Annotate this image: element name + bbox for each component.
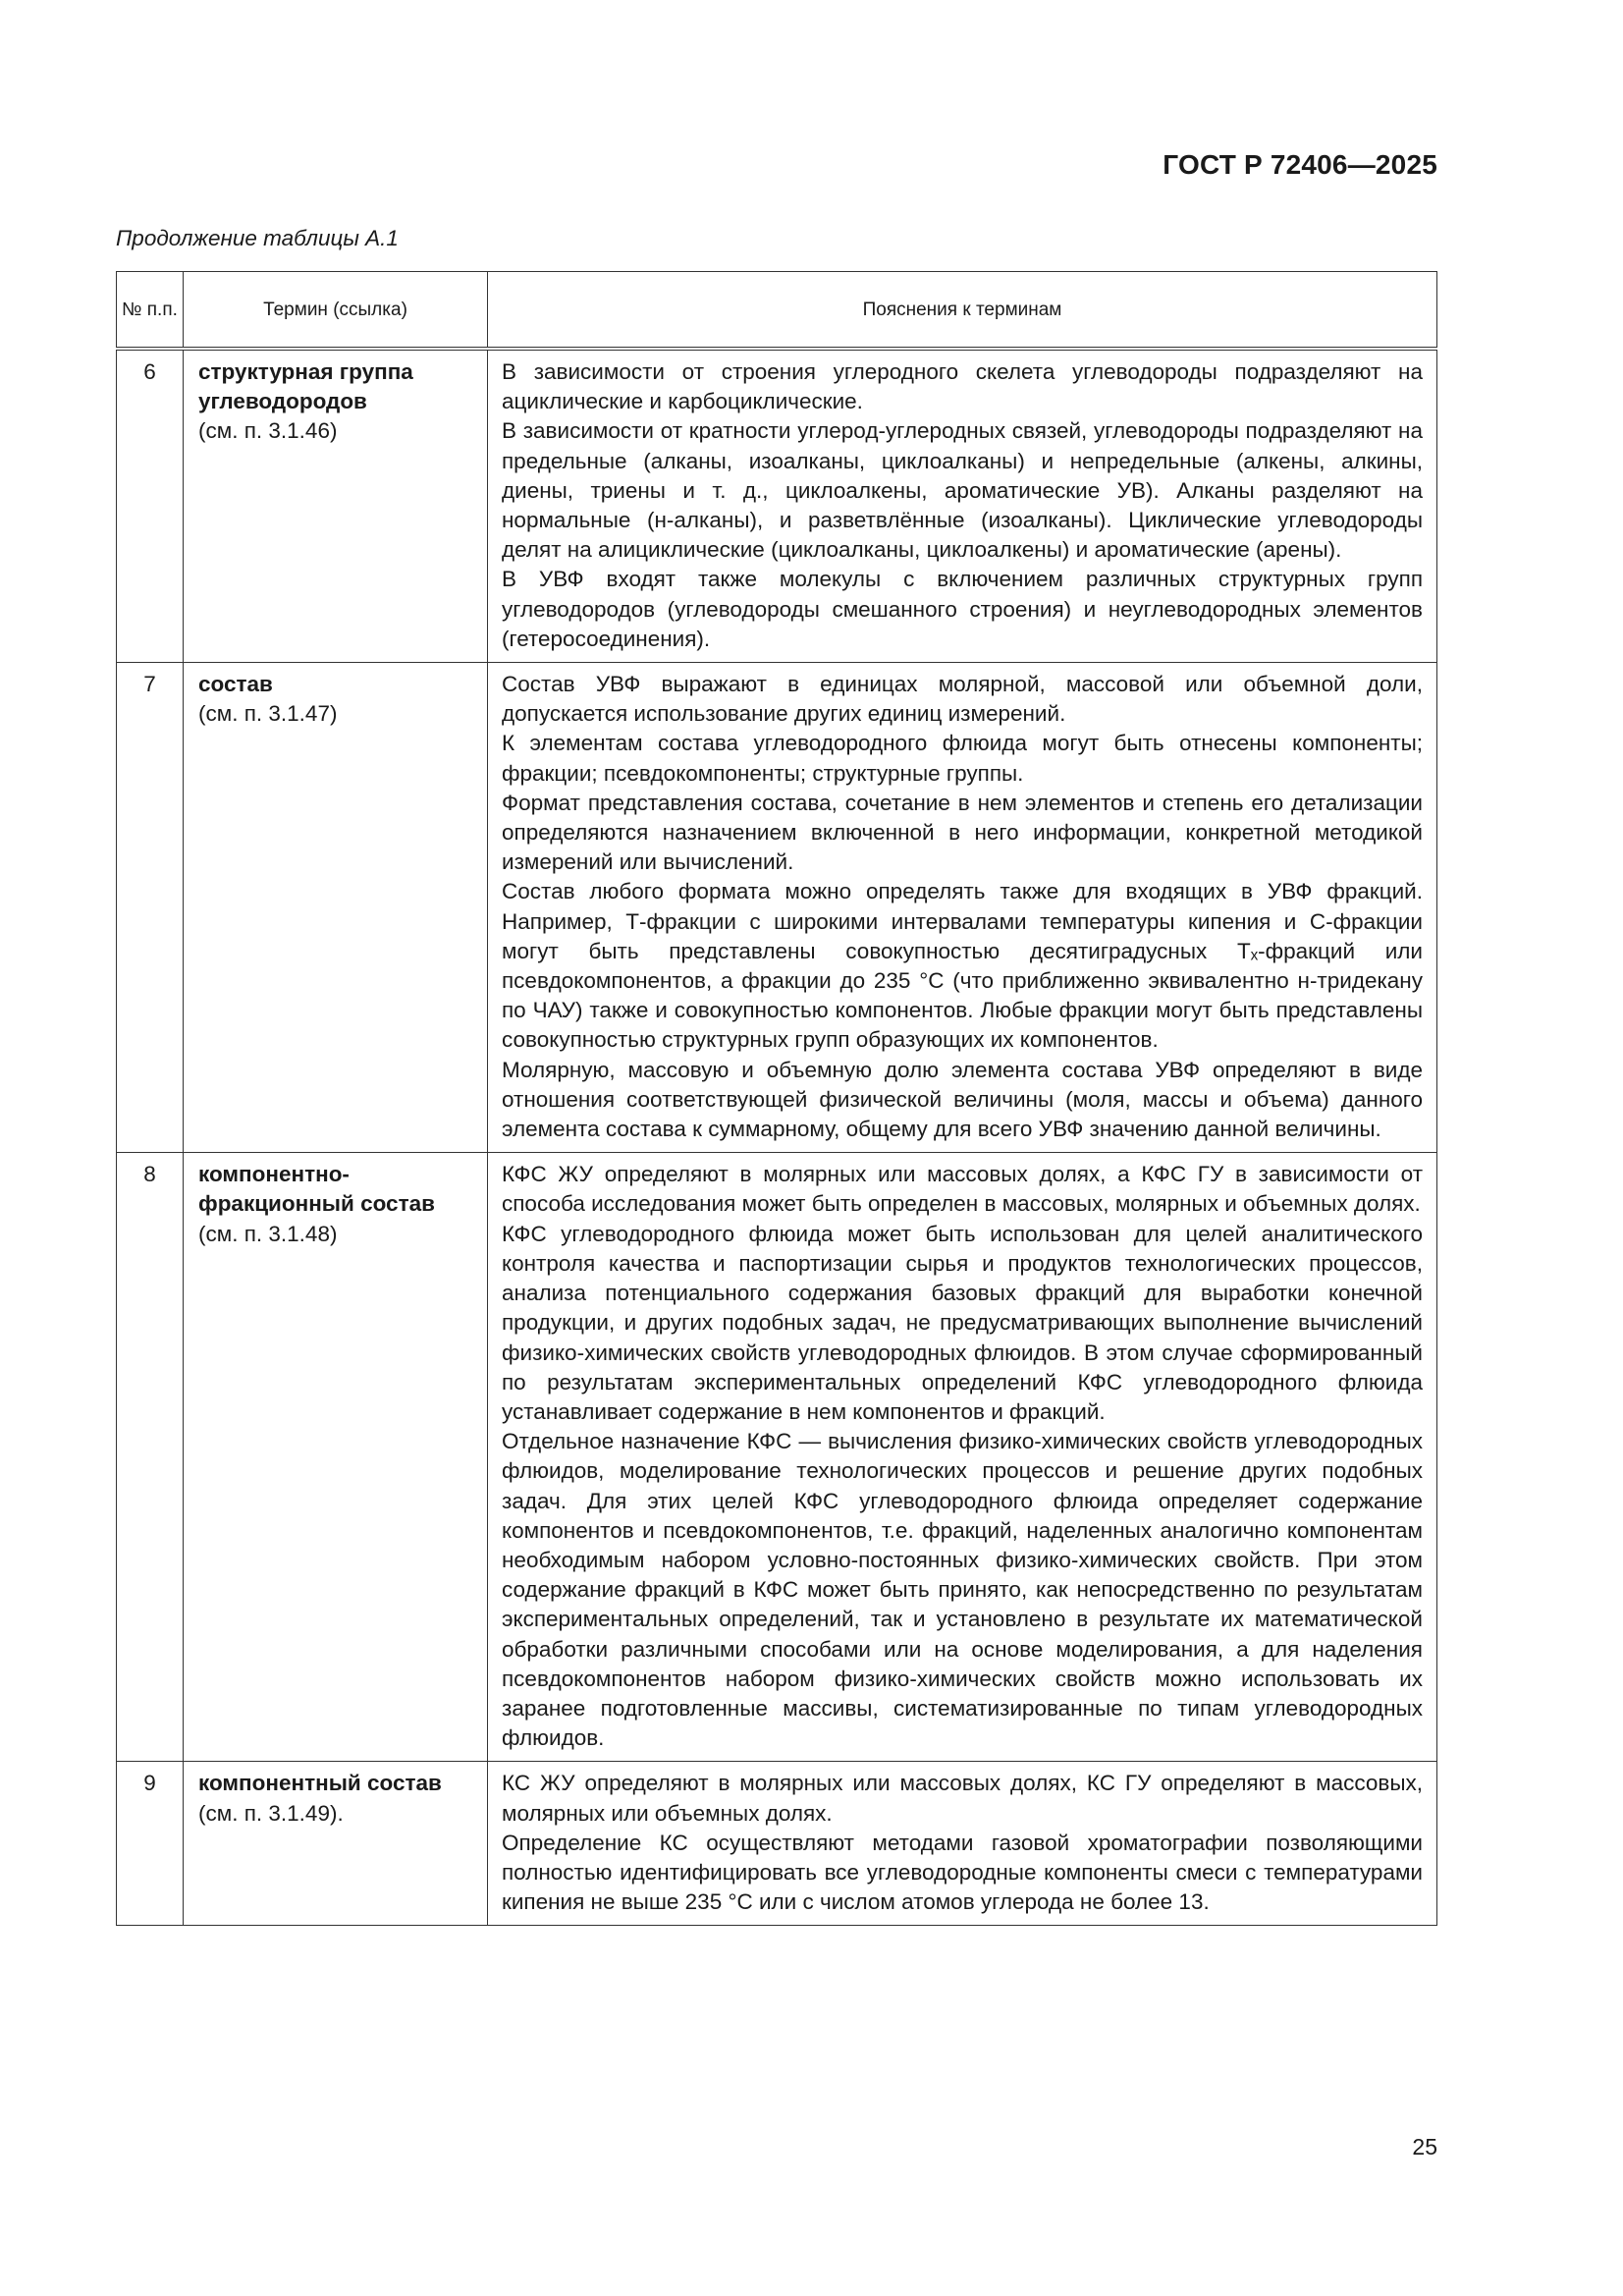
explanation-paragraph: КФС углеводородного флюида может быть использован для целей аналитического контроля качества и паспортизации сырья и продуктов технологических процессов, анализа потенциального содержания базовых фракций для выработки конечной продукции, и других подобных задач, не предусматривающих выполнение вычислений физико-химических свойств углеводородных флюидов. В этом случае сформированный по результатам экспериментальных определений КФС углеводородного флюида устанавливает содержание в нем компонентов и фракций. xyxy=(502,1221,1423,1424)
header-term: Термин (ссылка) xyxy=(184,272,488,350)
row-number: 9 xyxy=(117,1762,184,1926)
term-reference: (см. п. 3.1.47) xyxy=(198,701,338,727)
table-row xyxy=(117,1762,1437,1926)
explanation-paragraph: Определение КС осуществляют методами газовой хроматографии позволяющими полностью идентифицировать все углеводородные компоненты смеси с температурами кипения не выше 235 °С или с числом атомов углерода не более 13. xyxy=(502,1830,1423,1915)
explanation-paragraph: В зависимости от строения углеродного скелета углеводороды подразделяют на ациклические и карбоциклические. xyxy=(502,359,1423,414)
term-reference: (см. п. 3.1.48) xyxy=(198,1221,338,1246)
explanation-paragraph: Отдельное назначение КФС — вычисления физико-химических свойств углеводородных флюидов, моделирование технологических процессов и решение других подобных задач. Для этих целей КФС углеводородного флюида определяет содержание компонентов и псевдокомпонентов, т.е. фракций, наделенных аналогично компонентам необходимым набором условно-постоянных физико-химических свойств. При этом содержание фракций в КФС может быть принято, как непосредственно по результатам экспериментальных определений, так и установлено в результате их математической обработки различными способами или на основе моделирования, а для наделения псевдокомпонентов набором физико-химических свойств можно использовать их заранее подготовленные массивы, систематизированные по типам углеводородных флюидов. xyxy=(502,1429,1423,1751)
term-name: структурная группа углеводородов xyxy=(198,359,413,414)
row-number: 7 xyxy=(117,663,184,1153)
page-number: 25 xyxy=(1412,2134,1437,2159)
row-number: 8 xyxy=(117,1153,184,1762)
explanation-cell xyxy=(488,349,1437,663)
explanation-paragraph: КС ЖУ определяют в молярных или массовых долях, КС ГУ определяют в массовых, молярных или объемных долях. xyxy=(502,1771,1423,1826)
term-cell xyxy=(184,1762,488,1926)
term-reference: (см. п. 3.1.46) xyxy=(198,418,338,444)
row-number: 6 xyxy=(117,349,184,663)
term-cell xyxy=(184,1153,488,1762)
explanation-cell xyxy=(488,1153,1437,1762)
explanation-paragraph: КФС ЖУ определяют в молярных или массовых долях, а КФС ГУ в зависимости от способа исследования может быть определен в массовых, молярных и объемных долях. xyxy=(502,1162,1423,1217)
header-num: № п.п. xyxy=(117,272,184,350)
term-name: состав xyxy=(198,672,273,697)
document-code: ГОСТ Р 72406—2025 xyxy=(1163,149,1437,180)
explanation-cell xyxy=(488,663,1437,1153)
table-row xyxy=(117,349,1437,663)
term-name: компонентный состав xyxy=(198,1771,442,1796)
explanation-paragraph: Состав любого формата можно определять также для входящих в УВФ фракций. Например, Т-фракции с широкими интервалами температуры кипения и С-фракции могут быть представлены совокупностью десятиградусных Tₓ-фракций или псевдокомпонентов, а фракции до 235 °С (что приближенно эквивалентно н-тридекану по ЧАУ) также и совокупностью компонентов. Любые фракции могут быть представлены совокупностью структурных групп образующих их компонентов. xyxy=(502,879,1423,1053)
explanation-paragraph: Состав УВФ выражают в единицах молярной, массовой или объемной доли, допускается использование других единиц измерений. xyxy=(502,672,1423,727)
explanation-paragraph: В УВФ входят также молекулы с включением различных структурных групп углеводородов (углеводороды смешанного строения) и неуглеводородных элементов (гетеросоединения). xyxy=(502,567,1423,651)
terms-table xyxy=(116,271,1437,1926)
explanation-paragraph: Формат представления состава, сочетание в нем элементов и степень его детализации определяются назначением включенной в него информации, конкретной методикой измерений или вычислений. xyxy=(502,790,1423,875)
term-reference: (см. п. 3.1.49). xyxy=(198,1800,344,1826)
term-cell xyxy=(184,663,488,1153)
table-header-row xyxy=(117,272,1437,350)
term-cell xyxy=(184,349,488,663)
explanation-cell xyxy=(488,1762,1437,1926)
header-explanation: Пояснения к терминам xyxy=(488,272,1437,350)
table-caption: Продолжение таблицы А.1 xyxy=(116,226,399,250)
explanation-paragraph: В зависимости от кратности углерод-углеродных связей, углеводороды подразделяют на предельные (алканы, изоалканы, циклоалканы) и непредельные (алкены, алкины, диены, триены и т. д., циклоалкены, ароматические УВ). Алканы разделяют на нормальные (н-алканы), и разветвлённые (изоалканы). Циклические углеводороды делят на алициклические (циклоалканы, циклоалкены) и ароматические (арены). xyxy=(502,418,1423,563)
table-row xyxy=(117,663,1437,1153)
term-name: компонентно-фракционный состав xyxy=(198,1162,435,1217)
table-row xyxy=(117,1153,1437,1762)
explanation-paragraph: К элементам состава углеводородного флюида могут быть отнесены компоненты; фракции; псевдокомпоненты; структурные группы. xyxy=(502,731,1423,786)
explanation-paragraph: Молярную, массовую и объемную долю элемента состава УВФ определяют в виде отношения соответствующей физической величины (моля, массы и объема) данного элемента состава к суммарному, общему для всего УВФ значению данной величины. xyxy=(502,1057,1423,1142)
